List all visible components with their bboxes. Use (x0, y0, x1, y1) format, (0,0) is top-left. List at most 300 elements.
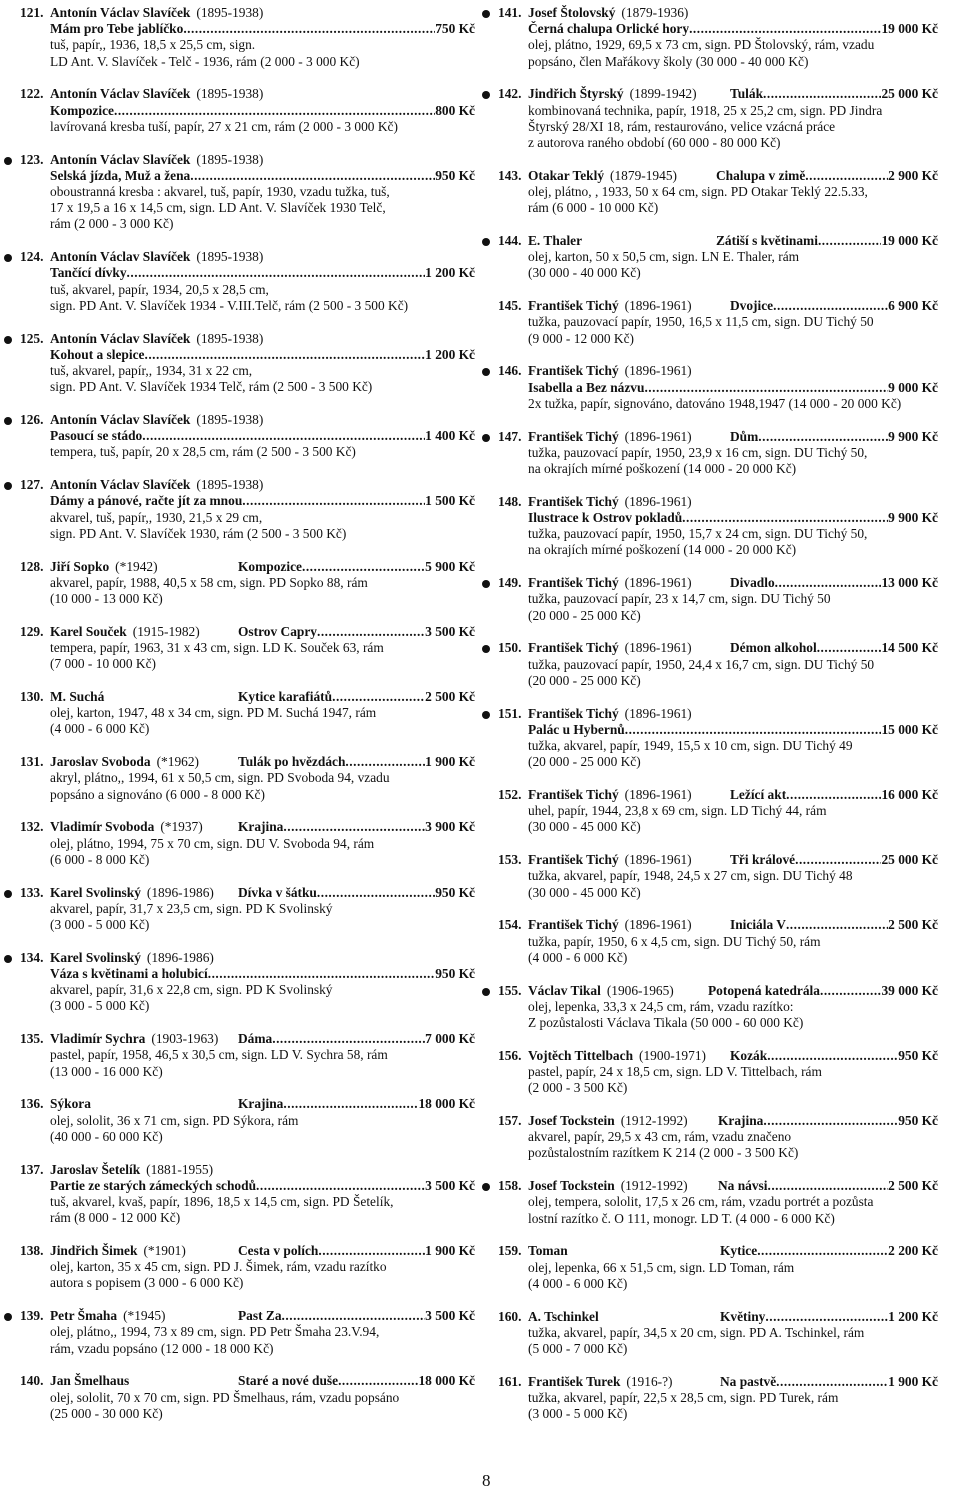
artwork-price: 39 000 Kč (881, 982, 938, 998)
entry-header (498, 363, 938, 379)
title-line (498, 722, 938, 738)
artwork-description: (9 000 - 12 000 Kč) (528, 330, 634, 346)
bullet-marker (4, 890, 12, 898)
artist-name: František Tichý (528, 640, 619, 656)
artist-dates: (1903-1963) (151, 1031, 219, 1047)
artwork-description: (40 000 - 60 000 Kč) (50, 1128, 163, 1144)
entry-header (20, 624, 475, 640)
dot-leader (818, 233, 882, 249)
artwork-title: Iniciála V (730, 917, 786, 933)
artist-block (498, 640, 730, 656)
entry-header (20, 5, 475, 21)
dot-leader (302, 559, 425, 575)
entry-header (20, 689, 475, 705)
artwork-price: 950 Kč (898, 1047, 938, 1063)
catalog-entry (498, 852, 938, 901)
artist-name: Josef Štolovský (528, 5, 616, 20)
artwork-description: z autorova raného období (60 000 - 80 000 Kč) (528, 135, 781, 151)
artwork-description: olej, sololit, 36 x 71 cm, sign. PD Sýkora, rám (50, 1112, 299, 1128)
artist-name: Jan Šmelhaus (50, 1373, 130, 1389)
entry-header (498, 86, 938, 102)
lot-number: 142. (498, 86, 522, 102)
bullet-marker (482, 988, 490, 996)
entry-header (498, 494, 938, 510)
artwork-description: (3 000 - 5 000 Kč) (50, 917, 150, 933)
catalog-entry (20, 885, 475, 934)
artwork-price: 9 000 Kč (888, 379, 938, 395)
artwork-description: (30 000 - 40 000 Kč) (528, 265, 641, 281)
artwork-description: tuš, akvarel, papír,, 1934, 31 x 22 cm, (50, 363, 253, 379)
bullet-marker (482, 1183, 490, 1191)
artwork-description: (7 000 - 10 000 Kč) (50, 656, 156, 672)
artwork-price: 16 000 Kč (881, 787, 938, 803)
artist-block (498, 429, 730, 445)
artwork-title: Tulák (730, 86, 764, 102)
lot-number: 153. (498, 852, 522, 868)
catalog-entry (498, 1048, 938, 1097)
dot-leader (242, 493, 425, 509)
artwork-description: (30 000 - 45 000 Kč) (528, 884, 641, 900)
artist-name: František Tichý (528, 298, 619, 314)
lot-number: 145. (498, 298, 522, 314)
artwork-price: 1 900 Kč (888, 1373, 938, 1389)
artist-block (20, 1373, 238, 1389)
artwork-price: 1 500 Kč (425, 493, 475, 509)
artwork-description: olej, plátno, , 1933, 50 x 64 cm, sign. PD Otakar Teklý 22.5.33, (528, 184, 868, 200)
artist-block (20, 819, 238, 835)
artwork-description: olej, sololit, 70 x 70 cm, sign. PD Šmelhaus, rám, vzadu popsáno (50, 1389, 400, 1405)
dot-leader (183, 21, 435, 37)
dot-leader (332, 689, 425, 705)
artwork-title: Černá chalupa Orlické hory (528, 21, 690, 37)
artist-dates: (1896-1961) (624, 575, 692, 591)
artwork-description: oboustranná kresba : akvarel, tuš, papír, 1930, vzadu tužka, tuš, (50, 184, 390, 200)
artwork-title: Kytice (720, 1243, 758, 1259)
artwork-price: 950 Kč (898, 1113, 938, 1129)
artwork-title: Krajina (238, 1096, 284, 1112)
artist-name: František Tichý (528, 493, 619, 509)
bullet-marker (482, 368, 490, 376)
artist-name: Vladimír Sychra (50, 1031, 146, 1047)
entry-header (20, 152, 475, 168)
artwork-description: tužka, akvarel, papír, 22,5 x 28,5 cm, sign. PD Turek, rám (528, 1390, 839, 1406)
artist-dates: (1896-1961) (624, 852, 692, 868)
artwork-description: na okrajích mírné poškození (14 000 - 20 000 Kč) (528, 542, 797, 558)
entry-header (20, 1031, 475, 1047)
artist-block (20, 1096, 238, 1112)
artwork-description: (2 000 - 3 500 Kč) (528, 1080, 628, 1096)
catalog-entry (20, 1308, 475, 1357)
artwork-description: kombinovaná technika, papír, 1918, 25 x 25,2 cm, sign. PD Jindra (528, 102, 883, 118)
bullet-marker (4, 157, 12, 165)
artwork-title: Dívka v šátku (238, 884, 317, 900)
artwork-title: Tři králové (730, 852, 796, 868)
artist-name: Josef Tockstein (528, 1178, 615, 1194)
entry-header (498, 640, 938, 656)
bullet-marker (482, 580, 490, 588)
artist-dates: (1895-1938) (196, 151, 264, 167)
artwork-description: tužka, pauzovací papír, 1950, 23,9 x 16 cm, sign. DU Tichý 50, (528, 444, 868, 460)
artist-name: Vladimír Svoboda (50, 819, 155, 835)
artwork-description: tempera, papír, 1963, 31 x 43 cm, sign. LD K. Souček 63, rám (50, 640, 384, 656)
entry-header (498, 1374, 938, 1390)
artist-name: Karel Souček (50, 623, 127, 639)
artist-name: Antonín Václav Slavíček (50, 412, 191, 428)
artist-block (498, 233, 716, 249)
catalog-entry (20, 689, 475, 738)
title-line (20, 966, 475, 982)
catalog-entry (498, 917, 938, 966)
artwork-price: 25 000 Kč (881, 86, 938, 102)
artwork-description: rám (6 000 - 10 000 Kč) (528, 200, 659, 216)
artist-name: Václav Tikal (528, 982, 601, 998)
artist-dates: (1895-1938) (196, 5, 264, 20)
artwork-title: Mám pro Tebe jablíčko (50, 21, 184, 37)
lot-number: 134. (20, 949, 44, 965)
entry-header (20, 412, 475, 428)
artwork-price: 15 000 Kč (881, 721, 938, 737)
artist-name: Josef Tockstein (528, 1113, 615, 1129)
artwork-price: 950 Kč (435, 884, 475, 900)
artwork-description: tužka, pauzovací papír, 1950, 16,5 x 11,5 cm, sign. DU Tichý 50 (528, 314, 874, 330)
artwork-title: Divadlo (730, 575, 775, 591)
artwork-price: 750 Kč (435, 21, 475, 37)
catalog-entry (20, 1096, 475, 1145)
artwork-price: 1 200 Kč (425, 346, 475, 362)
artwork-title: Dámy a pánové, račte jít za mnou (50, 493, 243, 509)
artwork-title: Cesta v polích (238, 1243, 319, 1259)
artist-dates: (1896-1961) (624, 640, 692, 656)
artwork-price: 3 500 Kč (425, 1177, 475, 1193)
left-column (20, 5, 475, 1439)
artwork-title: Dvojice (730, 298, 774, 314)
artwork-description: (4 000 - 6 000 Kč) (50, 721, 150, 737)
lot-number: 139. (20, 1308, 44, 1324)
entry-header (498, 983, 938, 999)
artist-dates: (1906-1965) (606, 982, 674, 998)
artwork-description: sign. PD Ant. V. Slavíček 1934 Telč, rám (2 500 - 3 500 Kč) (50, 379, 373, 395)
artist-block (498, 1048, 730, 1064)
artist-name: Karel Svolinský (50, 949, 141, 965)
title-line (20, 21, 475, 37)
catalog-entry (20, 412, 475, 461)
artwork-description: (10 000 - 13 000 Kč) (50, 591, 163, 607)
entry-header (498, 852, 938, 868)
artist-dates: (1900-1971) (639, 1047, 706, 1063)
artwork-price: 3 900 Kč (425, 819, 475, 835)
entry-header (20, 1373, 475, 1389)
catalog-entry (498, 233, 938, 282)
lot-number: 144. (498, 233, 522, 249)
artwork-description: akvarel, papír, 1988, 40,5 x 58 cm, sign. PD Sopko 88, rám (50, 574, 368, 590)
artist-dates: (1895-1938) (196, 249, 264, 265)
dot-leader (127, 265, 426, 281)
artist-name: Jindřich Štyrský (528, 86, 624, 102)
artwork-title: Kozák (730, 1047, 768, 1063)
dot-leader (644, 380, 888, 396)
lot-number: 152. (498, 787, 522, 803)
artist-dates: (1896-1986) (146, 949, 214, 965)
artist-name: Vojtěch Tittelbach (528, 1047, 634, 1063)
artist-name: Antonín Václav Slavíček (50, 86, 191, 102)
lot-number: 138. (20, 1243, 44, 1259)
dot-leader (820, 983, 882, 999)
artwork-description: autora s popisem (3 000 - 6 000 Kč) (50, 1275, 244, 1291)
artwork-description: tuš, akvarel, kvaš, papír, 1896, 18,5 x 14,5 cm, sign. PD Šetelík, (50, 1194, 394, 1210)
artwork-description: olej, plátno,, 1994, 73 x 89 cm, sign. PD Petr Šmaha 23.V.94, (50, 1324, 380, 1340)
catalog-entry (20, 152, 475, 233)
artwork-description: tužka, pauzovací papír, 1950, 15,7 x 24 cm, sign. DU Tichý 50, (528, 526, 868, 542)
artwork-description: olej, plátno, 1929, 69,5 x 73 cm, sign. PD Štolovský, rám, vzadu (528, 37, 875, 53)
artist-name: Jiří Sopko (50, 558, 110, 574)
bullet-marker (4, 417, 12, 425)
artwork-description: pastel, papír, 24 x 18,5 cm, sign. LD V. Tittelbach, rám (528, 1064, 822, 1080)
entry-header (20, 249, 475, 265)
entry-header (498, 1309, 938, 1325)
lot-number: 137. (20, 1161, 44, 1177)
title-line (20, 168, 475, 184)
artwork-price: 3 500 Kč (425, 1308, 475, 1324)
dot-leader (786, 917, 888, 933)
artist-block (498, 787, 730, 803)
title-line (20, 103, 475, 119)
entry-header (498, 429, 938, 445)
artwork-description: akryl, plátno,, 1994, 61 x 50,5 cm, sign. PD Svoboda 94, vzadu (50, 770, 390, 786)
artist-dates: (1896-1961) (624, 917, 692, 933)
artwork-description: popsáno a signováno (6 000 - 8 000 Kč) (50, 786, 265, 802)
entry-header (20, 477, 475, 493)
catalog-entry (20, 624, 475, 673)
dot-leader (338, 1373, 418, 1389)
artwork-price: 1 200 Kč (888, 1308, 938, 1324)
catalog-entry (498, 1178, 938, 1227)
artist-dates: (1896-1986) (146, 884, 214, 900)
artist-name: František Tichý (528, 852, 619, 868)
lot-number: 128. (20, 558, 44, 574)
lot-number: 122. (20, 86, 44, 102)
lot-number: 151. (498, 705, 522, 721)
artwork-title: Ilustrace k Ostrov pokladů (528, 510, 683, 526)
dot-leader (283, 1096, 418, 1112)
artwork-title: Ležící akt (730, 787, 787, 803)
artwork-price: 3 500 Kč (425, 623, 475, 639)
artwork-price: 1 400 Kč (425, 428, 475, 444)
artist-dates: (*1901) (143, 1243, 186, 1259)
dot-leader (763, 86, 881, 102)
artist-name: A. Tschinkel (528, 1308, 599, 1324)
artist-block (498, 852, 730, 868)
dot-leader (758, 429, 888, 445)
artwork-title: Isabella a Bez názvu (528, 379, 645, 395)
artist-dates: (1899-1942) (629, 86, 697, 102)
entry-header (20, 819, 475, 835)
artist-dates: (1895-1938) (196, 477, 264, 493)
artist-dates: (1915-1982) (132, 623, 200, 639)
bullet-marker (482, 238, 490, 246)
catalog-entry (20, 1243, 475, 1292)
title-line (20, 347, 475, 363)
dot-leader (317, 885, 435, 901)
artwork-price: 2 500 Kč (888, 1178, 938, 1194)
artist-name: Antonín Václav Slavíček (50, 249, 191, 265)
artwork-title: Na pastvě (720, 1373, 777, 1389)
lot-number: 141. (498, 5, 522, 20)
entry-header (20, 559, 475, 575)
entry-header (20, 754, 475, 770)
artist-dates: (1879-1936) (621, 5, 689, 20)
artwork-description: Z pozůstalosti Václava Tikala (50 000 - 60 000 Kč) (528, 1015, 804, 1031)
title-line (20, 493, 475, 509)
artwork-title: Tančící dívky (50, 265, 127, 281)
artwork-price: 2 200 Kč (888, 1243, 938, 1259)
artist-dates: (1896-1961) (624, 363, 692, 379)
dot-leader (114, 103, 435, 119)
dot-leader (282, 1308, 426, 1324)
lot-number: 123. (20, 151, 44, 167)
artwork-price: 2 500 Kč (425, 689, 475, 705)
lot-number: 158. (498, 1178, 522, 1194)
artwork-description: tužka, pauzovací papír, 23 x 14,7 cm, sign. DU Tichý 50 (528, 591, 831, 607)
artwork-description: (5 000 - 7 000 Kč) (528, 1341, 628, 1357)
artist-name: Jaroslav Svoboda (50, 754, 151, 770)
artwork-description: olej, karton, 1947, 48 x 34 cm, sign. PD M. Suchá 1947, rám (50, 705, 377, 721)
dot-leader (767, 1178, 888, 1194)
artwork-description: olej, lepenka, 33,3 x 24,5 cm, rám, vzadu razítko: (528, 998, 794, 1014)
catalog-entry (20, 559, 475, 608)
bullet-marker (482, 645, 490, 653)
catalog-entry (20, 331, 475, 396)
artist-block (20, 689, 238, 705)
dot-leader (817, 640, 882, 656)
artist-dates: (1912-1992) (620, 1178, 688, 1194)
artist-block (498, 1309, 720, 1325)
artwork-description: (30 000 - 45 000 Kč) (528, 819, 641, 835)
artist-block (498, 575, 730, 591)
entry-header (498, 1243, 938, 1259)
artist-name: Toman (528, 1243, 568, 1259)
lot-number: 126. (20, 412, 44, 428)
artwork-price: 800 Kč (435, 102, 475, 118)
dot-leader (776, 1374, 888, 1390)
artwork-title: Krajina (238, 819, 284, 835)
artist-name: Jindřich Šimek (50, 1243, 138, 1259)
catalog-entry (498, 983, 938, 1032)
bullet-marker (4, 955, 12, 963)
artwork-description: (25 000 - 30 000 Kč) (50, 1405, 163, 1421)
artwork-price: 5 900 Kč (425, 558, 475, 574)
entry-header (498, 168, 938, 184)
catalog-entry (20, 86, 475, 135)
entry-header (498, 1048, 938, 1064)
artist-block (498, 1374, 720, 1390)
artist-dates: (*1942) (115, 558, 158, 574)
bullet-marker (482, 434, 490, 442)
catalog-entry (498, 168, 938, 217)
artwork-description: sign. PD Ant. V. Slavíček 1934 - V.III.Telč, rám (2 500 - 3 500 Kč) (50, 297, 409, 313)
artwork-description: LD Ant. V. Slavíček - Telč - 1936, rám (2 000 - 3 000 Kč) (50, 53, 360, 69)
artwork-price: 1 900 Kč (425, 754, 475, 770)
artist-block (20, 559, 238, 575)
entry-header (498, 233, 938, 249)
artist-name: Otakar Teklý (528, 167, 605, 183)
bullet-marker (4, 482, 12, 490)
artwork-price: 2 500 Kč (888, 917, 938, 933)
artwork-title: Na návsi (718, 1178, 768, 1194)
artist-name: Antonín Václav Slavíček (50, 5, 191, 20)
artwork-description: akvarel, tuš, papír,, 1930, 21,5 x 29 cm, (50, 509, 263, 525)
lot-number: 146. (498, 363, 522, 379)
artist-name: Sýkora (50, 1096, 91, 1112)
artist-block (498, 1113, 718, 1129)
artist-name: František Turek (528, 1373, 621, 1389)
entry-header (498, 706, 938, 722)
dot-leader (318, 1243, 425, 1259)
bullet-marker (4, 1313, 12, 1321)
artist-name: E. Thaler (528, 233, 583, 249)
dot-leader (256, 1178, 425, 1194)
entry-header (498, 575, 938, 591)
artist-name: Antonín Václav Slavíček (50, 477, 191, 493)
artwork-description: na okrajích mírné poškození (14 000 - 20 000 Kč) (528, 461, 797, 477)
artwork-title: Chalupa v zimě (716, 167, 806, 183)
lot-number: 130. (20, 689, 44, 705)
catalog-entry (20, 1162, 475, 1227)
catalog-entry (498, 1309, 938, 1358)
artist-block (498, 917, 730, 933)
artist-name: Jaroslav Šetelík (50, 1161, 141, 1177)
dot-leader (775, 575, 882, 591)
lot-number: 154. (498, 917, 522, 933)
entry-header (20, 885, 475, 901)
dot-leader (190, 168, 435, 184)
dot-leader (773, 298, 888, 314)
artwork-title: Partie ze starých zámeckých schodů (50, 1177, 257, 1193)
lot-number: 127. (20, 477, 44, 493)
artwork-title: Past Za (238, 1308, 282, 1324)
lot-number: 135. (20, 1031, 44, 1047)
artwork-description: pozůstalostním razítkem K 214 (2 000 - 3 500 Kč) (528, 1145, 799, 1161)
artwork-title: Démon alkohol (730, 640, 817, 656)
catalog-entry (498, 5, 938, 70)
artwork-price: 25 000 Kč (881, 852, 938, 868)
bullet-marker (482, 711, 490, 719)
lot-number: 133. (20, 884, 44, 900)
artwork-price: 2 900 Kč (888, 167, 938, 183)
dot-leader (625, 722, 882, 738)
artwork-description: tuš, papír,, 1936, 18,5 x 25,5 cm, sign. (50, 37, 256, 53)
artwork-title: Kohout a slepice (50, 346, 145, 362)
artwork-description: (3 000 - 5 000 Kč) (528, 1406, 628, 1422)
entry-header (20, 86, 475, 102)
lot-number: 132. (20, 819, 44, 835)
artwork-description: tempera, tuš, papír, 20 x 28,5 cm, rám (2 500 - 3 500 Kč) (50, 444, 356, 460)
page-number: 8 (482, 1471, 491, 1490)
lot-number: 124. (20, 249, 44, 265)
artist-name: František Tichý (528, 787, 619, 803)
artwork-description: tužka, papír, 1950, 6 x 4,5 cm, sign. DU Tichý 50, rám (528, 933, 821, 949)
artist-dates: (1895-1938) (196, 86, 264, 102)
title-line (498, 380, 938, 396)
dot-leader (272, 1031, 425, 1047)
entry-header (498, 1113, 938, 1129)
title-line (20, 428, 475, 444)
catalog-entry (498, 1374, 938, 1423)
artist-block (498, 298, 730, 314)
artist-name: František Tichý (528, 917, 619, 933)
artist-name: Karel Svolinský (50, 884, 141, 900)
artwork-description: sign. PD Ant. V. Slavíček 1930, rám (2 500 - 3 500 Kč) (50, 525, 347, 541)
artwork-price: 1 900 Kč (425, 1243, 475, 1259)
